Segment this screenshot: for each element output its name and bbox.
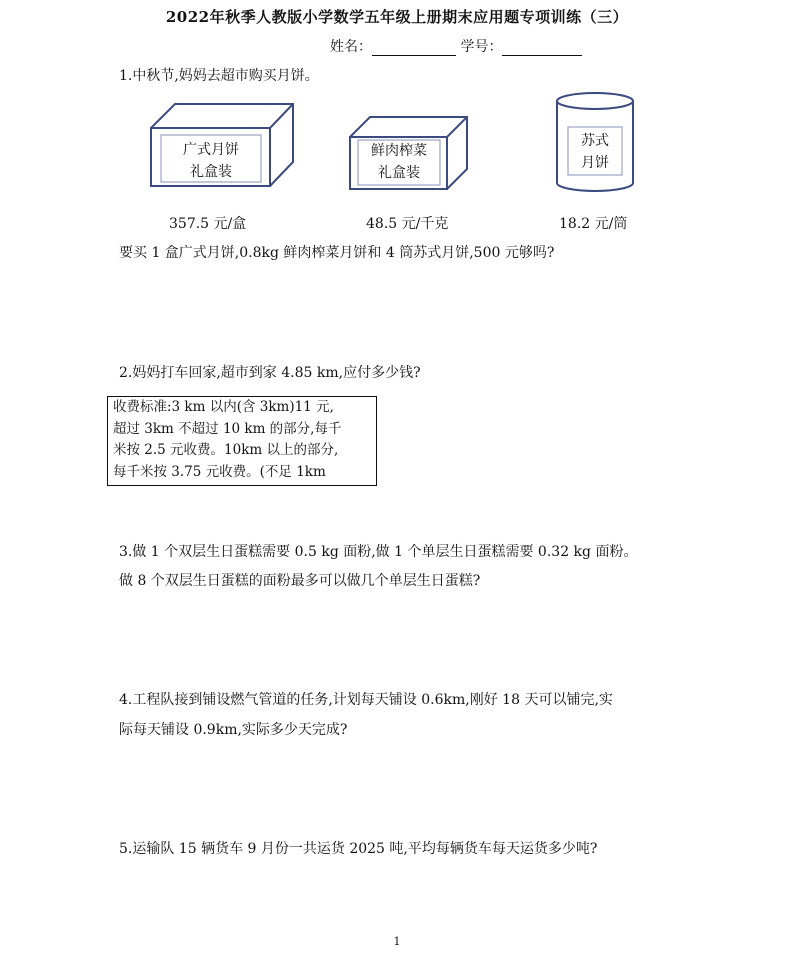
q4-line2: 际每天铺设 0.9km,实际多少天完成? [119,722,348,738]
id-label: 学号： [460,39,503,55]
box-1-label: 广式月饼 礼盒装 [183,142,239,180]
fare-line: 收费标准:3 km 以内(含 3km)11 元, [113,399,334,415]
q3-line1: 3.做 1 个双层生日蛋糕需要 0.5 kg 面粉,做 1 个单层生日蛋糕需要 0.32 kg 面粉。 [119,544,638,560]
q4-line1: 4.工程队接到铺设燃气管道的任务,计划每天铺设 0.6km,刚好 18 天可以铺完,实 [119,692,613,708]
price-3: 18.2 元/筒 [559,216,628,232]
fare-line: 米按 2.5 元收费。10km 以上的部分, [113,442,339,458]
q3-line2: 做 8 个双层生日蛋糕的面粉最多可以做几个单层生日蛋糕? [119,573,481,589]
q1-intro: 1.中秋节,妈妈去超市购买月饼。 [119,68,319,84]
price-1: 357.5 元/盒 [169,216,247,232]
q5-text: 5.运输队 15 辆货车 9 月份一共运货 2025 吨,平均每辆货车每天运货多少吨? [119,841,598,857]
q1-question: 要买 1 盒广式月饼,0.8kg 鲜肉榨菜月饼和 4 筒苏式月饼,500 元够吗? [119,245,555,261]
page-title: 2022年秋季人教版小学数学五年级上册期末应用题专项训练（三） [165,8,629,26]
q2-text: 2.妈妈打车回家,超市到家 4.85 km,应付多少钱? [119,365,421,381]
fare-line: 每千米按 3.75 元收费。(不足 1km [113,463,326,480]
price-2: 48.5 元/千克 [366,216,449,232]
page-number: 1 [393,935,401,948]
box-2-label: 鲜肉榨菜 礼盒装 [371,143,427,181]
fare-rules-box [107,396,377,486]
tube-label: 苏式 月饼 [581,133,609,171]
name-label: 姓名： [330,39,372,55]
fare-line: 超过 3km 不超过 10 km 的部分,每千 [113,420,342,437]
